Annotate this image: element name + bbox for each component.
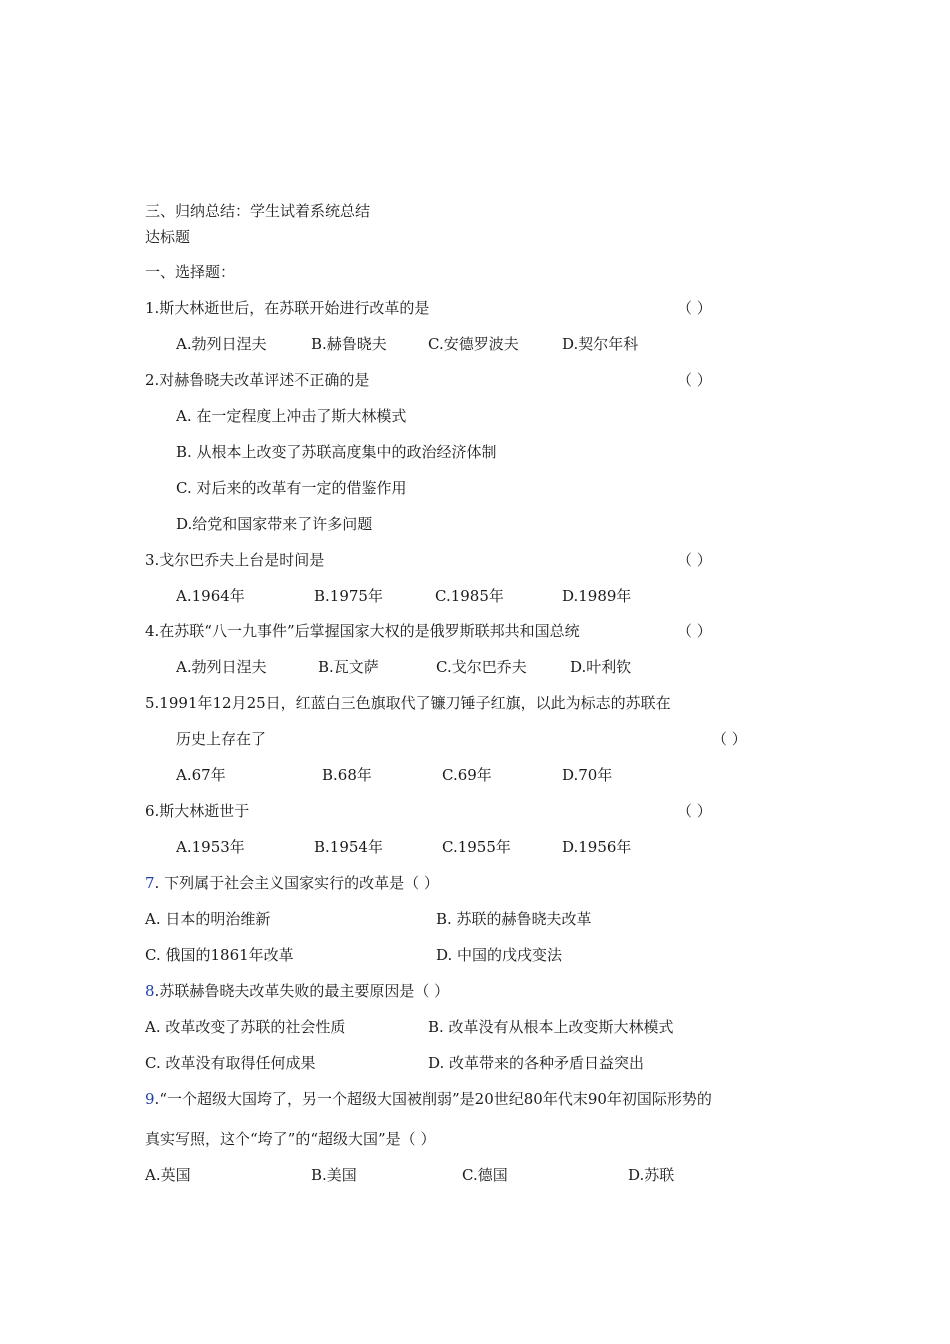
question-9-number: 9 bbox=[145, 1090, 155, 1108]
question-2-option-a: A. 在一定程度上冲击了斯大林模式 bbox=[176, 407, 407, 425]
question-2-text: 2.对赫鲁晓夫改革评述不正确的是 bbox=[145, 371, 370, 389]
question-2-option-c: C. 对后来的改革有一定的借鉴作用 bbox=[176, 479, 407, 497]
question-7-text: . 下列属于社会主义国家实行的改革是（ ） bbox=[154, 874, 439, 892]
option-c: C.69年 bbox=[442, 766, 492, 784]
section-heading: 一、选择题： bbox=[145, 263, 236, 281]
question-6-answer-blank: （ ） bbox=[677, 802, 712, 820]
question-1-answer-blank: （ ） bbox=[677, 299, 712, 317]
test-title: 达标题 bbox=[145, 228, 191, 246]
option-b: B.1954年 bbox=[314, 838, 383, 856]
option-a: A.1964年 bbox=[176, 587, 245, 605]
option-a: A.英国 bbox=[145, 1166, 191, 1184]
question-2-option-d: D.给党和国家带来了许多问题 bbox=[176, 515, 373, 533]
option-a: A.勃列日涅夫 bbox=[176, 658, 267, 676]
question-3-text: 3.戈尔巴乔夫上台是时间是 bbox=[145, 551, 325, 569]
question-8 bbox=[145, 981, 449, 1001]
question-4-answer-blank: （ ） bbox=[677, 622, 712, 640]
option-c: C.1985年 bbox=[435, 587, 504, 605]
option-b: B.赫鲁晓夫 bbox=[311, 335, 387, 353]
question-9-text: .“一个超级大国垮了，另一个超级大国被削弱”是20世纪80年代末90年初国际形势的 bbox=[154, 1090, 712, 1108]
question-4-text: 4.在苏联“八一九事件”后掌握国家大权的是俄罗斯联邦共和国总统 bbox=[145, 622, 580, 640]
option-c: C.德国 bbox=[462, 1166, 508, 1184]
question-6-text: 6.斯大林逝世于 bbox=[145, 802, 250, 820]
option-b: B. 改革没有从根本上改变斯大林模式 bbox=[428, 1018, 674, 1036]
option-d: D.1989年 bbox=[562, 587, 632, 605]
question-8-number: 8 bbox=[145, 982, 155, 1000]
question-7 bbox=[145, 873, 439, 893]
option-b: B.瓦文萨 bbox=[318, 658, 379, 676]
summary-heading: 三、归纳总结：学生试着系统总结 bbox=[145, 202, 371, 220]
question-7-number: 7 bbox=[145, 874, 155, 892]
option-b: B.68年 bbox=[322, 766, 372, 784]
option-d: D.叶利钦 bbox=[570, 658, 632, 676]
option-c: C.安德罗波夫 bbox=[428, 335, 519, 353]
option-d: D. 改革带来的各种矛盾日益突出 bbox=[428, 1054, 645, 1072]
question-5-text-continued: 历史上存在了 bbox=[176, 730, 267, 748]
option-a: A.67年 bbox=[176, 766, 226, 784]
option-a: A.勃列日涅夫 bbox=[176, 335, 267, 353]
option-d: D.1956年 bbox=[562, 838, 632, 856]
option-d: D. 中国的戊戌变法 bbox=[436, 946, 563, 964]
option-b: B. 苏联的赫鲁晓夫改革 bbox=[436, 910, 592, 928]
question-8-text: .苏联赫鲁晓夫改革失败的最主要原因是（ ） bbox=[154, 982, 450, 1000]
option-b: B.1975年 bbox=[314, 587, 383, 605]
question-9 bbox=[145, 1089, 712, 1109]
option-c: C. 改革没有取得任何成果 bbox=[145, 1054, 316, 1072]
option-c: C. 俄国的1861年改革 bbox=[145, 946, 294, 964]
option-a: A. 日本的明治维新 bbox=[145, 910, 271, 928]
option-b: B.美国 bbox=[311, 1166, 357, 1184]
question-5-text: 5.1991年12月25日，红蓝白三色旗取代了镰刀锤子红旗，以此为标志的苏联在 bbox=[145, 694, 671, 712]
option-d: D.契尔年科 bbox=[562, 335, 639, 353]
option-d: D.苏联 bbox=[628, 1166, 675, 1184]
option-d: D.70年 bbox=[562, 766, 613, 784]
option-a: A. 改革改变了苏联的社会性质 bbox=[145, 1018, 346, 1036]
option-c: C.1955年 bbox=[442, 838, 511, 856]
question-1-text: 1.斯大林逝世后，在苏联开始进行改革的是 bbox=[145, 299, 430, 317]
option-c: C.戈尔巴乔夫 bbox=[436, 658, 527, 676]
option-a: A.1953年 bbox=[176, 838, 245, 856]
question-2-answer-blank: （ ） bbox=[677, 371, 712, 389]
question-2-option-b: B. 从根本上改变了苏联高度集中的政治经济体制 bbox=[176, 443, 497, 461]
question-5-answer-blank: （ ） bbox=[712, 730, 747, 748]
question-3-answer-blank: （ ） bbox=[677, 551, 712, 569]
question-9-text-continued: 真实写照，这个“垮了”的“超级大国”是（ ） bbox=[145, 1130, 436, 1148]
